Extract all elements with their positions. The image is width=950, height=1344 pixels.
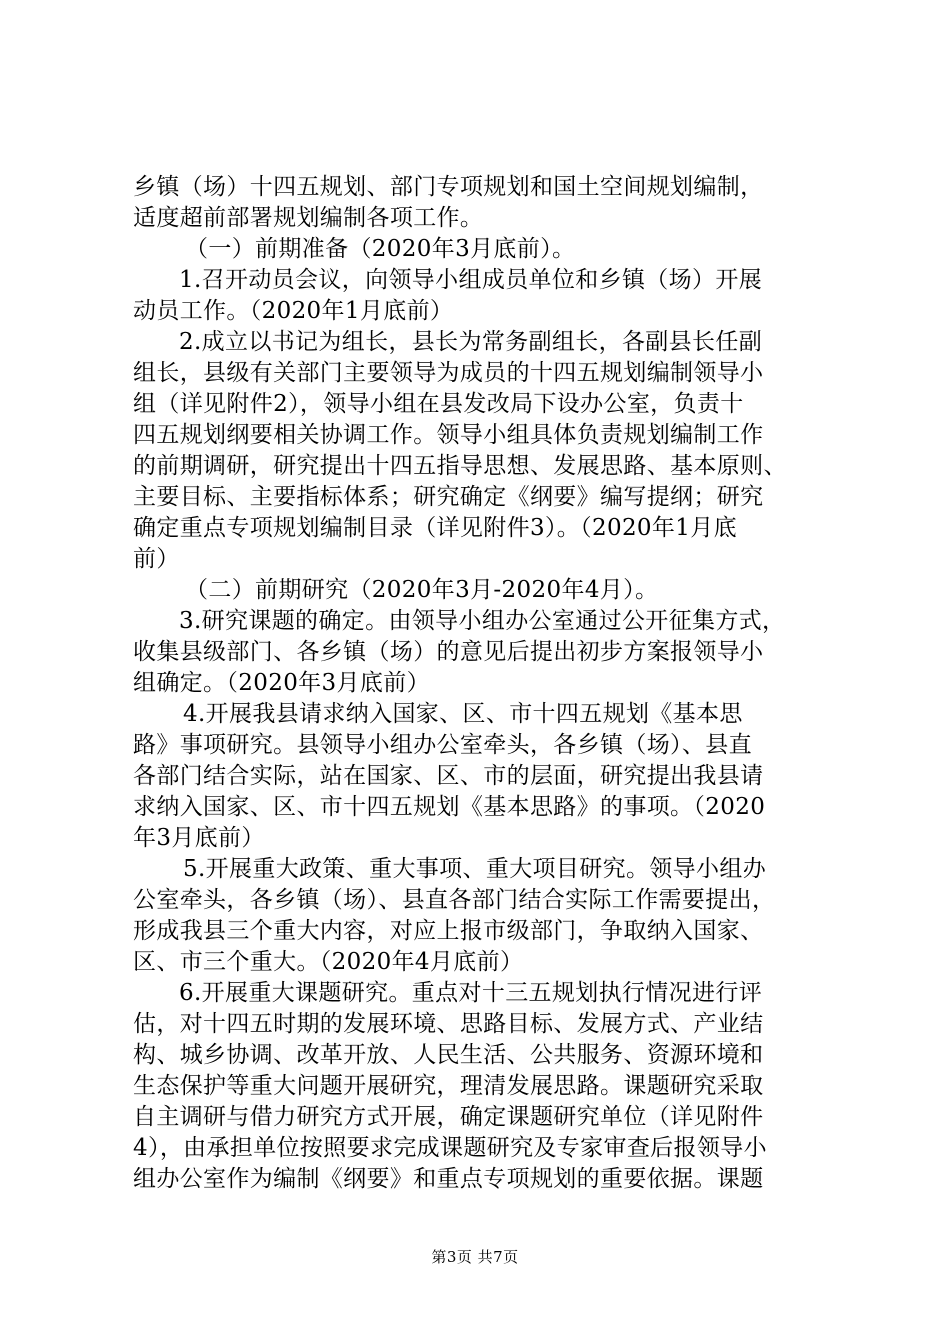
text-line: 组确定。（2020年3月底前） bbox=[133, 670, 430, 696]
text-line: 估，对十四五时期的发展环境、思路目标、发展方式、产业结 bbox=[133, 1011, 764, 1037]
text-line: 公室牵头，各乡镇（场）、县直各部门结合实际工作需要提出， bbox=[133, 887, 776, 913]
text-line: 乡镇（场）十四五规划、部门专项规划和国土空间规划编制， bbox=[133, 174, 764, 200]
text-line: 生态保护等重大问题开展研究，理清发展思路。课题研究采取 bbox=[133, 1073, 764, 1099]
text-line: 的前期调研，研究提出十四五指导思想、发展思路、基本原则、 bbox=[133, 453, 787, 479]
body-text bbox=[133, 172, 833, 1195]
text-line: 适度超前部署规划编制各项工作。 bbox=[133, 205, 484, 231]
text-line: 1.召开动员会议，向领导小组成员单位和乡镇（场）开展 bbox=[179, 267, 763, 293]
section-heading: （一）前期准备（2020年3月底前）。 bbox=[185, 236, 576, 262]
text-line: 年3月底前） bbox=[133, 825, 265, 851]
text-line: 确定重点专项规划编制目录（详见附件3）。（2020年1月底 bbox=[133, 515, 737, 541]
text-line: 收集县级部门、各乡镇（场）的意见后提出初步方案报领导小 bbox=[133, 639, 764, 665]
text-line: 4），由承担单位按照要求完成课题研究及专家审查后报领导小 bbox=[133, 1135, 767, 1161]
text-line: 主要目标、主要指标体系；研究确定《纲要》编写提纲；研究 bbox=[133, 484, 764, 510]
text-line: 6.开展重大课题研究。重点对十三五规划执行情况进行评 bbox=[179, 980, 763, 1006]
text-line: 前） bbox=[133, 546, 180, 572]
text-line: 构、城乡协调、改革开放、人民生活、公共服务、资源环境和 bbox=[133, 1042, 764, 1068]
text-line: 四五规划纲要相关协调工作。领导小组具体负责规划编制工作 bbox=[133, 422, 764, 448]
text-line: 求纳入国家、区、市十四五规划《基本思路》的事项。（2020 bbox=[133, 794, 766, 820]
text-line: 2.成立以书记为组长，县长为常务副组长，各副县长任副 bbox=[179, 329, 763, 355]
text-line: 路》事项研究。县领导小组办公室牵头，各乡镇（场）、县直 bbox=[133, 732, 752, 758]
text-line: 区、市三个重大。（2020年4月底前） bbox=[133, 949, 524, 975]
text-line: 形成我县三个重大内容，对应上报市级部门，争取纳入国家、 bbox=[133, 918, 764, 944]
text-line: 4.开展我县请求纳入国家、区、市十四五规划《基本思 bbox=[183, 701, 743, 727]
text-line: 5.开展重大政策、重大事项、重大项目研究。领导小组办 bbox=[183, 856, 767, 882]
text-line: 组长，县级有关部门主要领导为成员的十四五规划编制领导小 bbox=[133, 360, 764, 386]
text-line: 各部门结合实际，站在国家、区、市的层面，研究提出我县请 bbox=[133, 763, 764, 789]
text-line: 组办公室作为编制《纲要》和重点专项规划的重要依据。课题 bbox=[133, 1166, 764, 1192]
text-line: 3.研究课题的确定。由领导小组办公室通过公开征集方式， bbox=[179, 608, 786, 634]
text-line: 动员工作。（2020年1月底前） bbox=[133, 298, 454, 324]
text-line: 组（详见附件2），领导小组在县发改局下设办公室，负责十 bbox=[133, 391, 744, 417]
text-line: 自主调研与借力研究方式开展，确定课题研究单位（详见附件 bbox=[133, 1104, 764, 1130]
page-number-footer: 第3页 共7页 bbox=[431, 1248, 519, 1266]
section-heading: （二）前期研究（2020年3月-2020年4月）。 bbox=[185, 577, 659, 603]
